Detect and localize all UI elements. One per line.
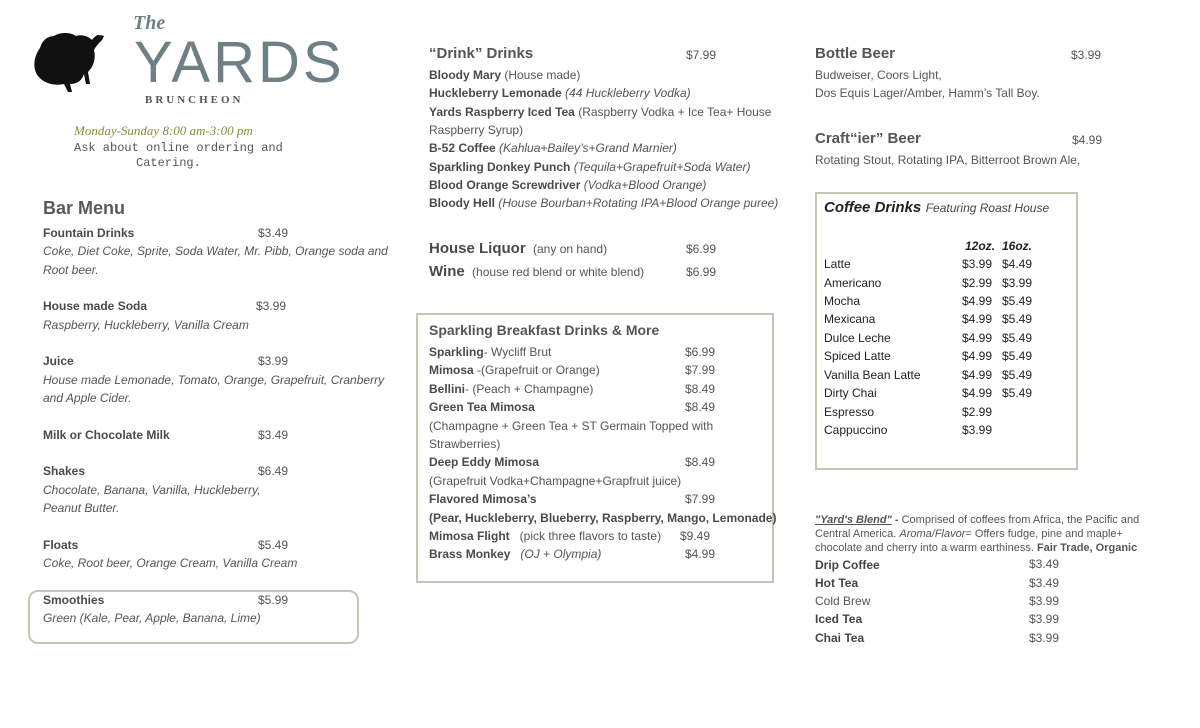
item-price: $3.49 [258,428,289,442]
sparkling-price: $7.99 [685,363,716,377]
yards-blend-dash: - [891,514,902,526]
tea-name: Hot Tea [815,576,859,590]
tea-price: $3.99 [1029,594,1060,608]
craft-beer-line: Rotating Stout, Rotating IPA, Bitterroot Brown Ale, [815,153,1081,167]
item-desc: Peanut Butter. [43,501,120,515]
sparkling-name: (Pear, Huckleberry, Blueberry, Raspberry, Mango, Lemonade) [429,511,777,525]
turkey-icon [30,28,106,94]
sparkling-detail: -(Grapefruit or Orange) [473,363,600,377]
sparkling-price: $9.49 [680,529,711,543]
tea-name: Iced Tea [815,612,863,626]
item-desc: Root beer. [43,263,99,277]
wine-price: $6.99 [686,265,717,279]
drink-name: Yards Raspberry Iced Tea [429,105,575,119]
sparkling-row [429,474,681,489]
coffee-name: Mocha [824,294,861,308]
note-line1: Ask about online ordering and [74,141,283,155]
bottle-beer-price: $3.99 [1071,48,1102,62]
coffee-price-12: $3.99 [962,423,993,437]
house-liquor-row [429,240,607,258]
house-liquor-name: House Liquor [429,240,526,257]
drink-row [429,178,706,193]
note-line2: Catering. [136,156,201,170]
col-16oz: 16oz. [1002,239,1033,253]
sparkling-row [429,419,713,434]
yards-blend-line: Comprised of coffees from Africa, the Pacific and [901,514,1140,526]
wine-name: Wine [429,263,465,280]
sparkling-price: $8.49 [685,400,716,414]
item-name: Floats [43,538,79,552]
coffee-name: Spiced Latte [824,349,891,363]
item-price: $5.99 [258,593,289,607]
sparkling-row [429,363,600,378]
sparkling-detail: (OJ + Olympia) [510,547,602,561]
coffee-price-12: $3.99 [962,257,993,271]
coffee-name: Americano [824,276,882,290]
coffee-price-12: $2.99 [962,276,993,290]
sparkling-name: Mimosa [429,363,474,377]
item-name: Fountain Drinks [43,226,135,240]
coffee-name: Dirty Chai [824,386,877,400]
drink-drinks-price: $7.99 [686,48,717,62]
sparkling-price: $6.99 [685,345,716,359]
bottle-beer-line: Dos Equis Lager/Amber, Hamm’s Tall Boy. [815,86,1040,100]
drink-drinks-title: “Drink” Drinks [429,45,534,62]
coffee-featuring: Featuring Roast House [925,201,1050,215]
drink-row [429,123,523,138]
sparkling-row [429,455,539,470]
yards-blend-line: chocolate and cherry into a warm earthiness. [815,542,1037,554]
sparkling-detail: (pick three flavors to taste) [509,529,662,543]
sparkling-row [429,511,776,526]
yards-blend-line: Central America. [815,528,900,540]
drink-detail: (44 Huckleberry Vodka) [561,86,691,100]
item-desc: Coke, Root beer, Orange Cream, Vanilla Cream [43,556,298,570]
item-price: $3.99 [258,354,289,368]
coffee-price-12: $4.99 [962,331,993,345]
yards-blend-aroma: Aroma/Flavor [899,528,966,540]
sparkling-price: $4.99 [685,547,716,561]
drink-detail: (Tequila+Grapefruit+Soda Water) [570,160,751,174]
tea-name: Drip Coffee [815,558,880,572]
tea-name: Cold Brew [815,594,871,608]
coffee-price-12: $4.99 [962,312,993,326]
bottle-beer-line: Budweiser, Coors Light, [815,68,942,82]
coffee-price-12: $4.99 [962,294,993,308]
logo [30,28,106,94]
coffee-price-12: $4.99 [962,386,993,400]
sparkling-row [429,547,601,562]
coffee-price-16: $5.49 [1002,331,1033,345]
item-desc: House made Lemonade, Tomato, Orange, Grapefruit, Cranberry [43,373,385,387]
drink-name: Huckleberry Lemonade [429,86,562,100]
sparkling-name: Sparkling [429,345,484,359]
hours: Monday-Sunday 8:00 am-3:00 pm [74,123,253,138]
drink-detail: Raspberry Syrup) [429,123,524,137]
drink-detail: (House Bourban+Rotating IPA+Blood Orange puree) [495,196,779,210]
wine-detail: (house red blend or white blend) [472,265,645,279]
coffee-price-12: $4.99 [962,368,993,382]
brand-name: YARDS [134,30,345,95]
item-desc: and Apple Cider. [43,391,132,405]
drink-name: Blood Orange Screwdriver [429,178,581,192]
sparkling-row [429,382,593,397]
sparkling-row [429,345,551,360]
drink-detail: (Vodka+Blood Orange) [580,178,707,192]
coffee-title-row [824,199,1049,217]
drink-detail: (House made) [501,68,581,82]
craft-beer-title: Craft“ier” Beer [815,130,921,147]
drink-name: Bloody Hell [429,196,496,210]
coffee-price-16: $5.49 [1002,312,1033,326]
coffee-price-16: $5.49 [1002,349,1033,363]
sparkling-detail: - Wycliff Brut [483,345,552,359]
sparkling-detail: (Champagne + Green Tea + ST Germain Topped with [429,419,714,433]
item-price: $3.99 [256,299,287,313]
bar-menu-title: Bar Menu [43,198,126,218]
coffee-price-16: $5.49 [1002,294,1033,308]
brand-sub: BRUNCHEON [145,94,244,106]
sparkling-title: Sparkling Breakfast Drinks & More [429,322,660,338]
tea-price: $3.99 [1029,612,1060,626]
drink-row [429,68,580,83]
coffee-price-12: $4.99 [962,349,993,363]
craft-beer-price: $4.99 [1072,133,1103,147]
coffee-price-16: $3.99 [1002,276,1033,290]
drink-row [429,196,778,211]
coffee-name: Mexicana [824,312,876,326]
coffee-price-12: $2.99 [962,405,993,419]
item-desc: Raspberry, Huckleberry, Vanilla Cream [43,318,249,332]
drink-detail: (Kahlua+Bailey’s+Grand Marnier) [495,141,677,155]
sparkling-detail: - (Peach + Champagne) [465,382,594,396]
sparkling-price: $7.99 [685,492,716,506]
yards-blend-desc [815,513,1139,555]
coffee-price-16: $5.49 [1002,386,1033,400]
item-price: $3.49 [258,226,289,240]
item-price: $6.49 [258,464,289,478]
coffee-price-16: $5.49 [1002,368,1033,382]
coffee-price-16: $4.49 [1002,257,1033,271]
house-liquor-detail: (any on hand) [533,242,608,256]
item-name: Juice [43,354,74,368]
coffee-name: Latte [824,257,851,271]
tea-price: $3.49 [1029,576,1060,590]
brand-the: The [133,12,166,34]
col-12oz: 12oz. [965,239,996,253]
coffee-name: Cappuccino [824,423,888,437]
sparkling-row [429,492,537,507]
drink-row [429,105,771,120]
tea-name: Chai Tea [815,631,865,645]
drink-row [429,86,691,101]
coffee-title: Coffee Drinks [824,199,922,216]
item-name: Shakes [43,464,86,478]
drink-name: B-52 Coffee [429,141,496,155]
sparkling-name: Green Tea Mimosa [429,400,535,414]
item-desc: Chocolate, Banana, Vanilla, Huckleberry, [43,483,261,497]
tea-price: $3.99 [1029,631,1060,645]
house-liquor-price: $6.99 [686,242,717,256]
yards-blend-line: = Offers fudge, pine and maple+ [965,528,1123,540]
sparkling-name: Deep Eddy Mimosa [429,455,540,469]
coffee-name: Espresso [824,405,875,419]
drink-name: Sparkling Donkey Punch [429,160,571,174]
yards-blend-fair: Fair Trade, Organic [1036,542,1138,554]
drink-row [429,141,677,156]
drink-detail: (Raspberry Vodka + Ice Tea+ House [574,105,772,119]
item-desc: Green (Kale, Pear, Apple, Banana, Lime) [43,611,261,625]
sparkling-detail: (Grapefruit Vodka+Champagne+Grapfruit juice) [429,474,682,488]
sparkling-name: Mimosa Flight [429,529,510,543]
sparkling-detail: Strawberries) [429,437,501,451]
drink-row [429,160,750,175]
item-name: Milk or Chocolate Milk [43,428,170,442]
bottle-beer-title: Bottle Beer [815,45,896,62]
item-name: House made Soda [43,299,148,313]
item-desc: Coke, Diet Coke, Sprite, Soda Water, Mr. Pibb, Orange soda and [43,244,388,258]
yards-blend-label: "Yard's Blend" [815,514,892,526]
drink-name: Bloody Mary [429,68,502,82]
item-price: $5.49 [258,538,289,552]
sparkling-name: Bellini [429,382,466,396]
item-name: Smoothies [43,593,105,607]
sparkling-row [429,437,500,452]
sparkling-price: $8.49 [685,382,716,396]
coffee-name: Dulce Leche [824,331,891,345]
sparkling-name: Brass Monkey [429,547,511,561]
sparkling-price: $8.49 [685,455,716,469]
sparkling-row [429,529,661,544]
tea-price: $3.49 [1029,557,1060,571]
coffee-name: Vanilla Bean Latte [824,368,921,382]
sparkling-name: Flavored Mimosa’s [429,492,537,506]
sparkling-row [429,400,535,415]
wine-row [429,263,644,281]
